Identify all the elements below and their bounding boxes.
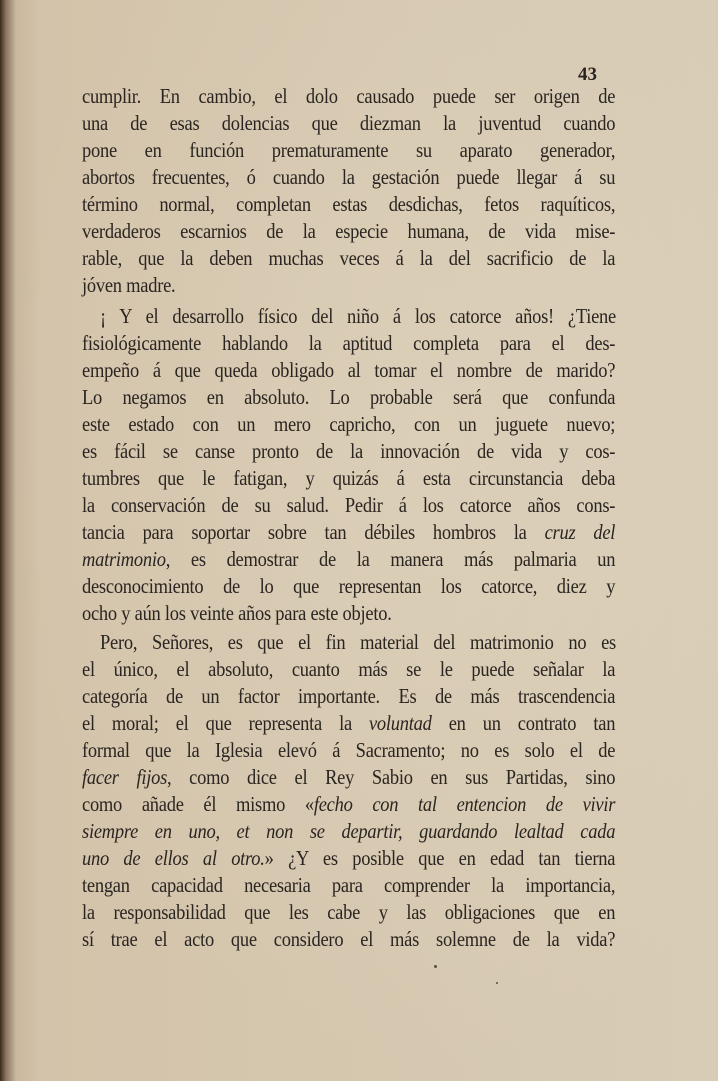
text-run: abortos frecuentes, ó cuando la gestación puede llegar á su [82, 165, 616, 189]
text-line [82, 84, 615, 108]
text-line [82, 684, 615, 708]
text-line [82, 547, 615, 571]
text-run: ocho y aún los veinte años para este objeto. [82, 601, 392, 625]
text-line [82, 711, 615, 735]
text-line [82, 246, 615, 270]
text-run: jóven madre. [82, 273, 176, 297]
text-run: como añade él mismo « [82, 792, 314, 816]
italic-run: cruz del [544, 520, 616, 544]
text-line [82, 192, 615, 216]
text-run: tumbres que le fatigan, y quizás á esta circunstancia deba [82, 466, 616, 490]
text-run: este estado con un mero capricho, con un juguete nuevo; [82, 412, 616, 436]
text-line [82, 574, 615, 598]
text-run: sí trae el acto que considero el más solemne de la vida? [82, 927, 616, 951]
text-line [82, 219, 615, 243]
text-run: » ¿Y es posible que en edad tan tierna [264, 846, 616, 870]
text-run: rable, que la deben muchas veces á la del sacrificio de la [82, 246, 616, 270]
text-run: Lo negamos en absoluto. Lo probable será que confunda [82, 385, 616, 409]
text-line [82, 331, 615, 355]
text-line [82, 900, 615, 924]
text-line [100, 630, 616, 654]
text-line [82, 439, 615, 463]
italic-run: facer fijos [82, 765, 168, 789]
text-line [82, 111, 615, 135]
text-run: la conservación de su salud. Pedir á los catorce años cons- [82, 493, 616, 517]
text-run: término normal, completan estas desdichas, fetos raquíticos, [82, 192, 616, 216]
text-run: el moral; el que representa la [82, 711, 369, 735]
text-line [82, 657, 615, 681]
text-line [82, 273, 615, 297]
text-run: en un contrato tan [431, 711, 616, 735]
text-run: empeño á que queda obligado al tomar el nombre de marido? [82, 358, 616, 382]
text-run: el único, el absoluto, cuanto más se le puede señalar la [82, 657, 616, 681]
italic-run: fecho con tal entencion de vivir [313, 792, 616, 816]
text-run: formal que la Iglesia elevó á Sacramento; no es solo el de [82, 738, 616, 762]
italic-run: voluntad [368, 711, 432, 735]
text-line [82, 520, 615, 544]
italic-run: matrimonio [82, 547, 166, 571]
text-line [82, 819, 615, 843]
text-run: , como dice el Rey Sabio en sus Partidas, sino [167, 765, 616, 789]
text-run: es fácil se canse pronto de la innovación de vida y cos- [82, 439, 616, 463]
text-line [82, 165, 615, 189]
text-run: ¡ Y el desarrollo físico del niño á los catorce años! ¿Tiene [100, 304, 616, 328]
text-line [82, 792, 615, 816]
text-line [82, 927, 615, 951]
text-run: verdaderos escarnios de la especie humana, de vida mise- [82, 219, 616, 243]
text-line [82, 846, 615, 870]
text-run: pone en función prematuramente su aparato generador, [82, 138, 616, 162]
paper-speck [434, 965, 437, 968]
text-line [82, 358, 615, 382]
text-run: cumplir. En cambio, el dolo causado puede ser origen de [82, 84, 616, 108]
text-line [82, 601, 615, 625]
text-run: tengan capacidad necesaria para comprender la importancia, [82, 873, 616, 897]
text-run: categoría de un factor importante. Es de más trascendencia [82, 684, 616, 708]
text-line [82, 385, 615, 409]
text-run: desconocimiento de lo que representan los catorce, diez y [82, 574, 616, 598]
page-number: 43 [578, 64, 597, 85]
text-line [82, 412, 615, 436]
italic-run: siempre en uno, et non se departir, guardando lealtad cada [82, 819, 616, 843]
text-line [82, 765, 615, 789]
text-line [100, 304, 616, 328]
text-line [82, 466, 615, 490]
text-run: fisiológicamente hablando la aptitud completa para el des- [82, 331, 616, 355]
text-line [82, 873, 615, 897]
text-run: , es demostrar de la manera más palmaria un [165, 547, 616, 571]
paper-speck [496, 982, 498, 984]
text-line [82, 138, 615, 162]
text-line [82, 738, 615, 762]
text-run: la responsabilidad que les cabe y las obligaciones que en [82, 900, 616, 924]
italic-run: uno de ellos al otro. [82, 846, 265, 870]
text-run: Pero, Señores, es que el fin material del matrimonio no es [100, 630, 616, 654]
text-line [82, 493, 615, 517]
text-run: una de esas dolencias que diezman la juventud cuando [82, 111, 616, 135]
text-run: tancia para soportar sobre tan débiles hombros la [82, 520, 545, 544]
